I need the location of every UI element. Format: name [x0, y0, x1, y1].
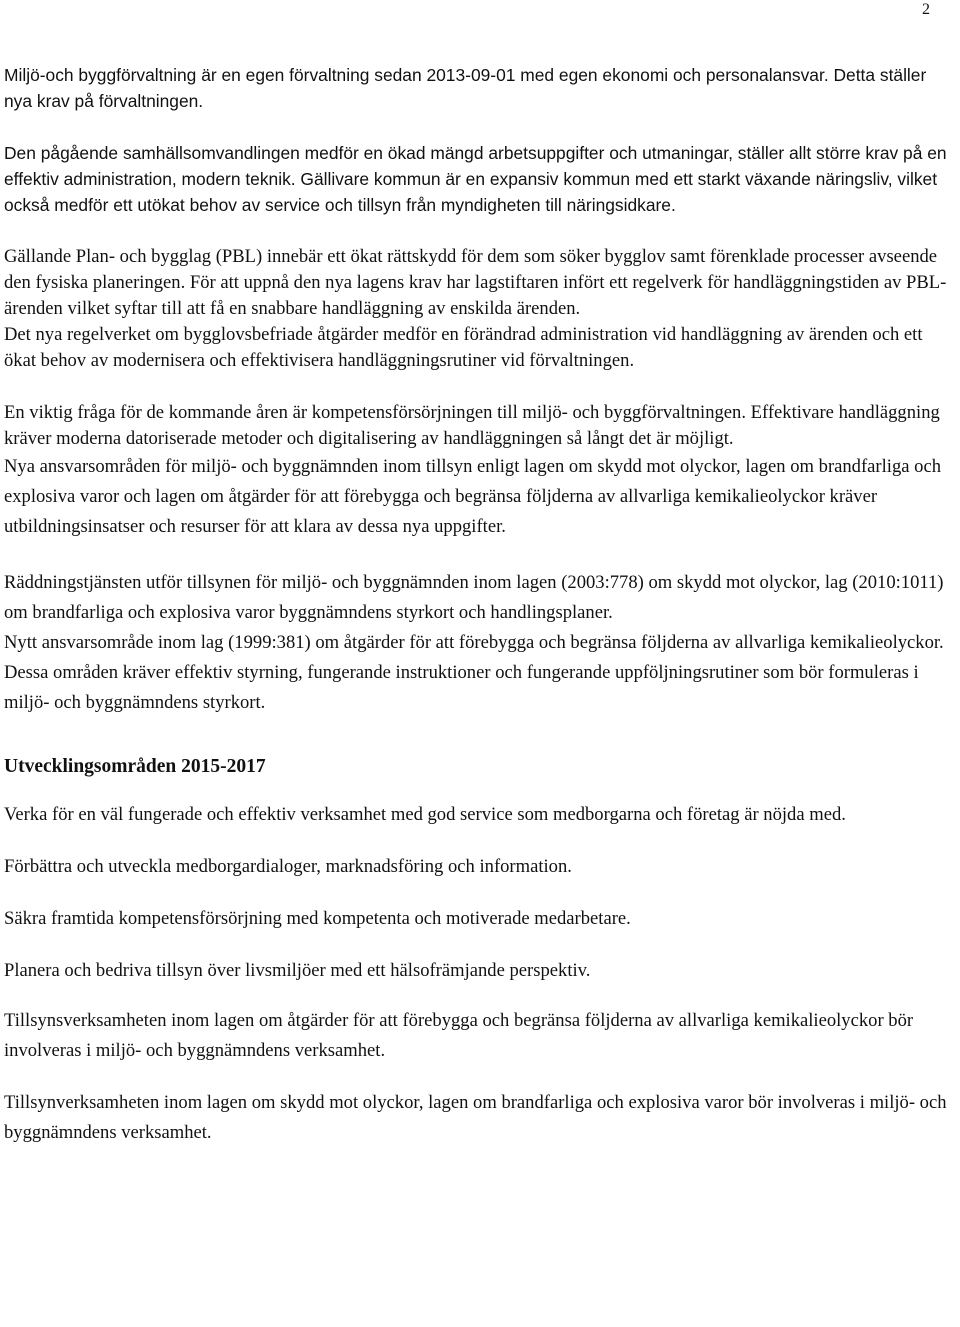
- goal-item: Tillsynverksamheten inom lagen om skydd mot olyckor, lagen om brandfarliga och explosiva varor bör involveras i miljö- och byggnämndens verksamhet.: [4, 1092, 947, 1143]
- paragraph-regulations: Det nya regelverket om bygglovsbefriade åtgärder medför en förändrad administration vid handläggning av ärenden och ett ökat behov av modernisera och effektivisera handläggningsrutiner vid förvaltningen.: [4, 324, 923, 371]
- goal-item: Säkra framtida kompetensförsörjning med kompetenta och motiverade medarbetare.: [4, 908, 631, 929]
- document-body: [4, 62, 956, 1148]
- paragraph-governance: Dessa områden kräver effektiv styrning, fungerande instruktioner och fungerande uppföljningsrutiner som bör formuleras i miljö- och byggnämndens styrkort.: [4, 662, 919, 713]
- goal-item: Tillsynsverksamheten inom lagen om åtgärder för att förebygga och begränsa följderna av allvarliga kemikalieolyckor bör involveras i miljö- och byggnämndens verksamhet.: [4, 1010, 914, 1061]
- paragraph-new-area: Nytt ansvarsområde inom lag (1999:381) om åtgärder för att förebygga och begränsa följderna av allvarliga kemikalieolyckor.: [4, 632, 944, 653]
- goal-item: Planera och bedriva tillsyn över livsmiljöer med ett hälsofrämjande perspektiv.: [4, 960, 591, 981]
- paragraph-new-responsibilities: Nya ansvarsområden för miljö- och byggnämnden inom tillsyn enligt lagen om skydd mot olyckor, lagen om brandfarliga och explosiva varor och lagen om åtgärder för att förebygga och begränsa följderna av allvarliga kemikalieolyckor kräver utbildningsinsatser och resurser för att klara av dessa nya uppgifter.: [4, 456, 941, 537]
- paragraph-societal-change: Den pågående samhällsomvandlingen medför en ökad mängd arbetsuppgifter och utmaningar, ställer allt större krav på en effektiv administration, modern teknik. Gällivare kommun är en expansiv kommun med ett starkt växande näringsliv, vilket också medför ett utökat behov av service och tillsyn från myndigheten till näringsidkare.: [4, 143, 947, 215]
- paragraph-rescue-service: Räddningstjänsten utför tillsynen för miljö- och byggnämnden inom lagen (2003:778) om skydd mot olyckor, lag (2010:1011) om brandfarliga och explosiva varor byggnämndens styrkort och handlingsplaner.: [4, 572, 944, 623]
- paragraph-pbl: Gällande Plan- och bygglag (PBL) innebär ett ökat rättskydd för dem som söker bygglov samt förenklade processer avseende den fysiska planeringen. För att uppnå den nya lagens krav har lagstiftaren infört ett regelverk för handläggningstiden av PBL-ärenden vilket syftar till att få en snabbare handläggning av enskilda ärenden.: [4, 246, 947, 319]
- paragraph-competence: En viktig fråga för de kommande åren är kompetensförsörjningen till miljö- och byggförvaltningen. Effektivare handläggning kräver moderna datoriserade metoder och digitalisering av handläggningen så långt det är möjligt.: [4, 402, 940, 449]
- paragraph-organization: Miljö-och byggförvaltning är en egen förvaltning sedan 2013-09-01 med egen ekonomi och personalansvar. Detta ställer nya krav på förvaltningen.: [4, 65, 927, 111]
- page-number: 2: [922, 1, 930, 18]
- section-heading: Utvecklingsområden 2015-2017: [4, 756, 266, 777]
- goal-item: Verka för en väl fungerade och effektiv verksamhet med god service som medborgarna och företag är nöjda med.: [4, 804, 846, 825]
- goal-item: Förbättra och utveckla medborgardialoger, marknadsföring och information.: [4, 856, 572, 877]
